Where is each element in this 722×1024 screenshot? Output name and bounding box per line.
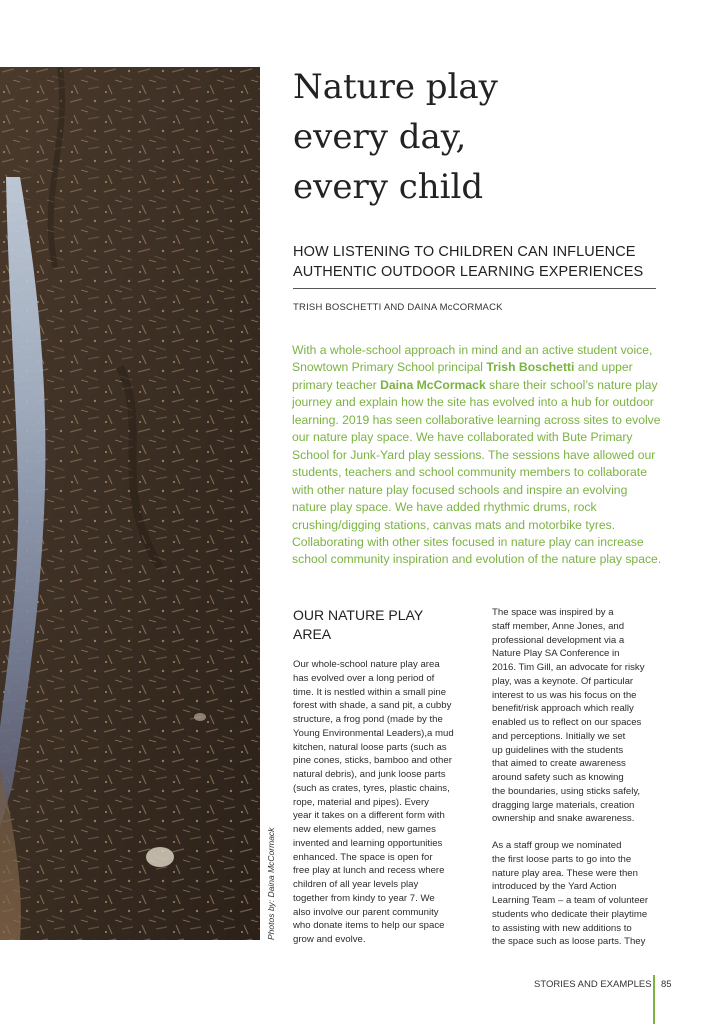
intro-text: With a whole-school approach in mind and an active student voice, Snowtown Primary School principal (292, 343, 653, 375)
author-name-daina: Daina McCormack (380, 377, 486, 392)
intro-text: and upper primary teacher (292, 360, 633, 392)
article-title (293, 62, 498, 212)
mud-path-image (0, 67, 260, 940)
page-number: 85 (661, 979, 672, 990)
body-paragraph: The space was inspired by a staff member, Anne Jones, and professional development via a Nature Play SA Conference in 2016. Tim Gill, an advocate for risky play, was a keynote. Of particular interest to us was his focus on the benefit/risk approach which really enabled us to reflect on our spaces and perceptions. Initially we set up guidelines with the students that aimed to create awareness around safety such as knowing the boundaries, using sticks safely, dragging large materials, creation ownership and snake awareness. (492, 607, 645, 825)
subtitle-line: AUTHENTIC OUTDOOR LEARNING EXPERIENCES (293, 264, 644, 280)
nature-play-photo (0, 67, 260, 940)
body-column-right (492, 606, 667, 949)
footer-accent-bar (653, 975, 655, 1024)
divider-rule (293, 288, 656, 289)
body-column-left (293, 606, 468, 947)
section-heading-line: OUR NATURE PLAY (293, 607, 424, 623)
intro-text: share their school’s nature play journey and explain how the site has evolved into a hub for outdoor learning. 2019 has seen collaborative learning across sites to evolve our nature play space. We have collaborated with Bute Primary School for Junk-Yard play sessions. The sessions have allowed our students, teachers and school community members to collaborate with other nature play focused schools and inspire an evolving nature play space. We have added rhythmic drums, rock crushing/digging stations, canvas mats and motorbike tyres. Collaborating with other sites focused in nature play can increase school community inspiration and evolution of the nature play space. (292, 377, 662, 567)
body-paragraph: Our whole-school nature play area has evolved over a long period of time. It is nestled within a small pine forest with shade, a sand pit, a cubby structure, a frog pond (made by the Young Environmental Leaders),a mud kitchen, natural loose parts (such as pine cones, sticks, bamboo and other natural debris), and junk loose parts (such as crates, tyres, plastic chains, rope, material and pipes). Every year it takes on a different form with new elements added, new games invented and learning opportunities enhanced. The space is open for free play at lunch and recess where children of all year levels play together from kindy to year 7. We also involve our parent community who donate items to help our space grow and evolve. (293, 659, 454, 945)
title-line: every child (293, 167, 484, 207)
footer-section-label: STORIES AND EXAMPLES (534, 979, 652, 990)
subtitle-line: HOW LISTENING TO CHILDREN CAN INFLUENCE (293, 244, 636, 260)
article-subtitle (293, 242, 643, 282)
title-line: Nature play (293, 67, 498, 107)
body-paragraph: As a staff group we nominated the first loose parts to go into the nature play area. These were then introduced by the Yard Action Learning Team – a team of volunteer students who dedicate their playtime to assisting with new additions to the space such as loose parts. They (492, 840, 649, 948)
title-line: every day, (293, 117, 467, 157)
intro-paragraph (292, 342, 664, 569)
section-heading (293, 606, 468, 644)
author-name-trish: Trish Boschetti (486, 360, 575, 375)
section-heading-line: AREA (293, 626, 332, 642)
article-authors: TRISH BOSCHETTI AND DAINA McCORMACK (293, 302, 503, 313)
photo-credit: Photos by: Daina McCormack (266, 827, 276, 940)
